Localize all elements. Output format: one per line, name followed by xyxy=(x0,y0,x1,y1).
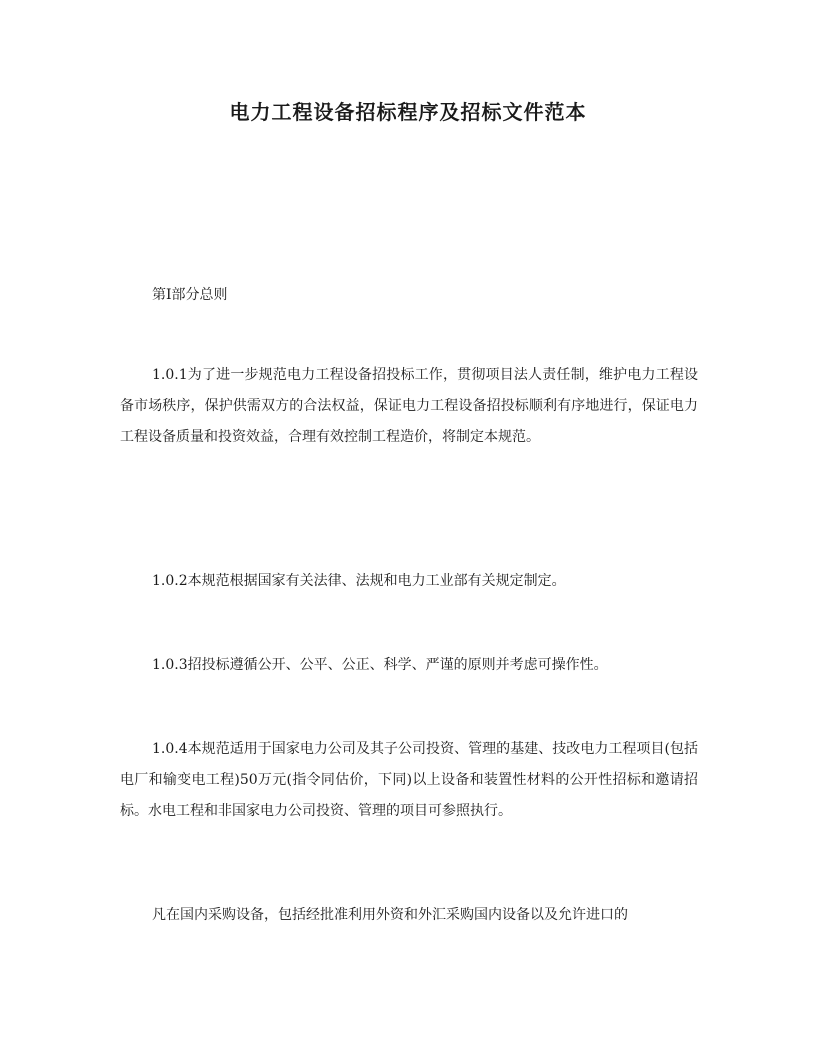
paragraph-1-0-2: 1.0.2本规范根据国家有关法律、法规和电力工业部有关规定制定。 xyxy=(152,573,566,589)
section-heading: 第I部分总则 xyxy=(152,287,228,303)
paragraph-continuation: 凡在国内采购设备，包括经批准利用外资和外汇采购国内设备以及允许进口的 xyxy=(152,907,628,923)
paragraph-1-0-3: 1.0.3招投标遵循公开、公平、公正、科学、严谨的原则并考虑可操作性。 xyxy=(152,657,608,673)
page-title: 电力工程设备招标程序及招标文件范本 xyxy=(229,100,587,124)
paragraph-1-0-1: 1.0.1为了进一步规范电力工程设备招投标工作，贯彻项目法人责任制，维护电力工程设备市场秩序，保护供需双方的合法权益，保证电力工程设备招投标顺利有序地进行，保证电力工程设备质量和投资效益，合理有效控制工程造价，将制定本规范。 xyxy=(120,367,698,445)
paragraph-1-0-4: 1.0.4本规范适用于国家电力公司及其子公司投资、管理的基建、技改电力工程项目(包括电厂和输变电工程)50万元(指令同估价，下同)以上设备和装置性材料的公开性招标和邀请招标。水电工程和非国家电力公司投资、管理的项目可参照执行。 xyxy=(120,741,698,819)
